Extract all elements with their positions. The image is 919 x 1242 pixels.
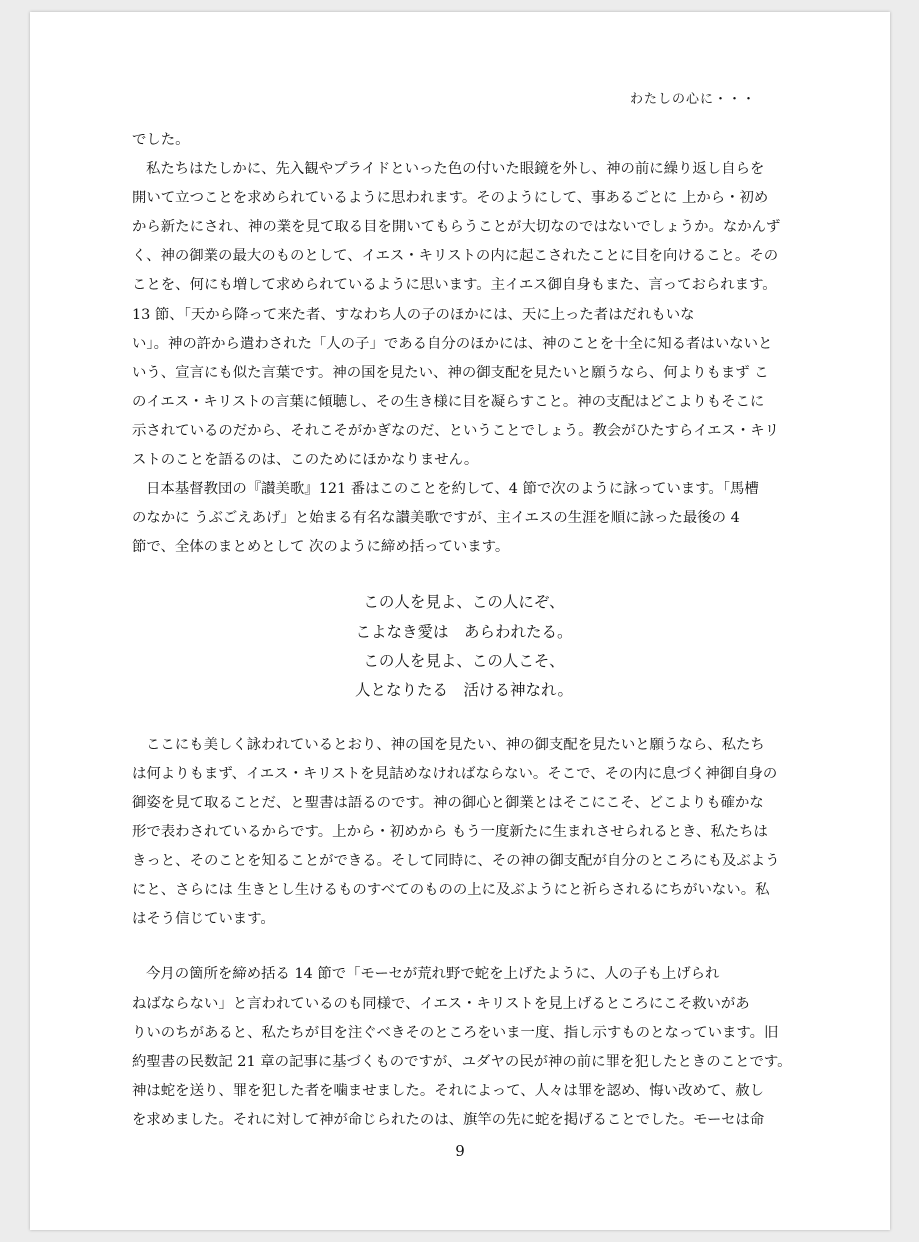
hymn-quote [132,588,796,704]
text-line: りいのちがあると、私たちが目を注ぐべきそのところをいま一度、指し示すものとなっています。旧 [132,1024,779,1041]
body-text [132,126,796,1135]
text-line: 神は蛇を送り、罪を犯した者を噛ませました。それによって、人々は罪を認め、悔い改めて、赦し [132,1082,765,1099]
text-line: 示されているのだから、それこそがかぎなのだ、ということでしょう。教会がひたすらイエス・キリ [132,422,780,439]
text-line: ここにも美しく詠われているとおり、神の国を見たい、神の御支配を見たいと願うなら、私たち [146,736,765,753]
text-line: 節で、全体のまとめとして 次のように締め括っています。 [132,539,510,556]
text-line: のイエス・キリストの言葉に傾聴し、その生き様に目を凝らすこと。神の支配はどこよりもそこに [132,393,765,410]
hymn-line: この人を見よ、この人こそ、 [363,651,565,670]
text-line: 開いて立つことを求められているように思われます。そのようにして、事あるごとに 上から・初め [132,190,769,207]
spacer [132,705,796,731]
paragraph-2 [132,731,796,935]
text-line: から新たにされ、神の業を見て取る目を開いてもらうことが大切なのではないでしょうか。なかんず [132,219,781,236]
text-line: でした。 [132,132,190,148]
text-line: 私たちはたしかに、先入観やプライドといった色の付いた眼鏡を外し、神の前に繰り返し自らを [146,161,765,178]
spacer [132,562,796,588]
text-line: ねばならない」と言われているのも同様で、イエス・キリストを見上げるところにこそ救いがあ [132,995,750,1012]
paragraph-3 [132,960,796,1135]
text-line: 形で表わされているからです。上から・初めから もう一度新たに生まれさせられるとき、私たちは [132,824,768,841]
text-line: ことを、何にも増して求められているように思います。主イエス御自身もまた、言っておられます。 [132,277,777,294]
text-line: 御姿を見て取ることだ、と聖書は語るのです。神の御心と御業とはそこにこそ、どこよりも確かな [132,794,764,811]
text-line: きっと、そのことを知ることができる。そして同時に、その神の御支配が自分のところにも及ぶよう [132,853,780,870]
text-line: く、神の御業の最大のものとして、イエス・キリストの内に起こされたことに目を向けること。その [132,248,779,265]
text-line: を求めました。それに対して神が命じられたのは、旗竿の先に蛇を掲げることでした。モーセは命 [132,1111,765,1128]
text-line: にと、さらには 生きとし生けるものすべてのものの上に及ぶようにと祈らされるにちがいない。私 [132,882,770,899]
text-line: は何よりもまず、イエス・キリストを見詰めなければならない。そこで、その内に息づく神御自身の [132,765,778,782]
text-line: 13 節、「天から降って来た者、すなわち人の子のほかには、天に上った者はだれもいな [132,306,695,323]
page-number: 9 [455,1142,465,1160]
text-line: 日本基督教団の『讃美歌』121 番はこのことを約して、4 節で次のように詠っています。「馬槽 [146,481,759,498]
paragraph-1 [132,126,796,562]
text-line: いう、宣言にも似た言葉です。神の国を見たい、神の御支配を見たいと願うなら、何よりもまず こ [132,364,769,381]
hymn-line: この人を見よ、この人にぞ、 [363,593,565,612]
text-line: 約聖書の民数記 21 章の記事に基づくものですが、ユダヤの民が神の前に罪を犯したときのことです。 [132,1053,792,1070]
text-line: ストのことを語るのは、このためにほかなりません。 [132,452,479,469]
text-line: 今月の箇所を締め括る 14 節で「モーセが荒れ野で蛇を上げたように、人の子も上げられ [146,966,720,983]
text-line: い」。神の許から遣わされた「人の子」である自分のほかには、神のことを十全に知る者はいないと [132,335,773,352]
hymn-line: こよなき愛は あらわれたる。 [355,622,573,641]
spacer [132,934,796,960]
hymn-line: 人となりたる 活ける神なれ。 [355,680,573,699]
document-page [30,12,890,1230]
running-header: わたしの心に・・・ [630,92,757,107]
text-line: のなかに うぶごえあげ」と始まる有名な讃美歌ですが、主イエスの生涯を順に詠った最後の 4 [132,510,740,527]
text-line: はそう信じています。 [132,911,275,928]
